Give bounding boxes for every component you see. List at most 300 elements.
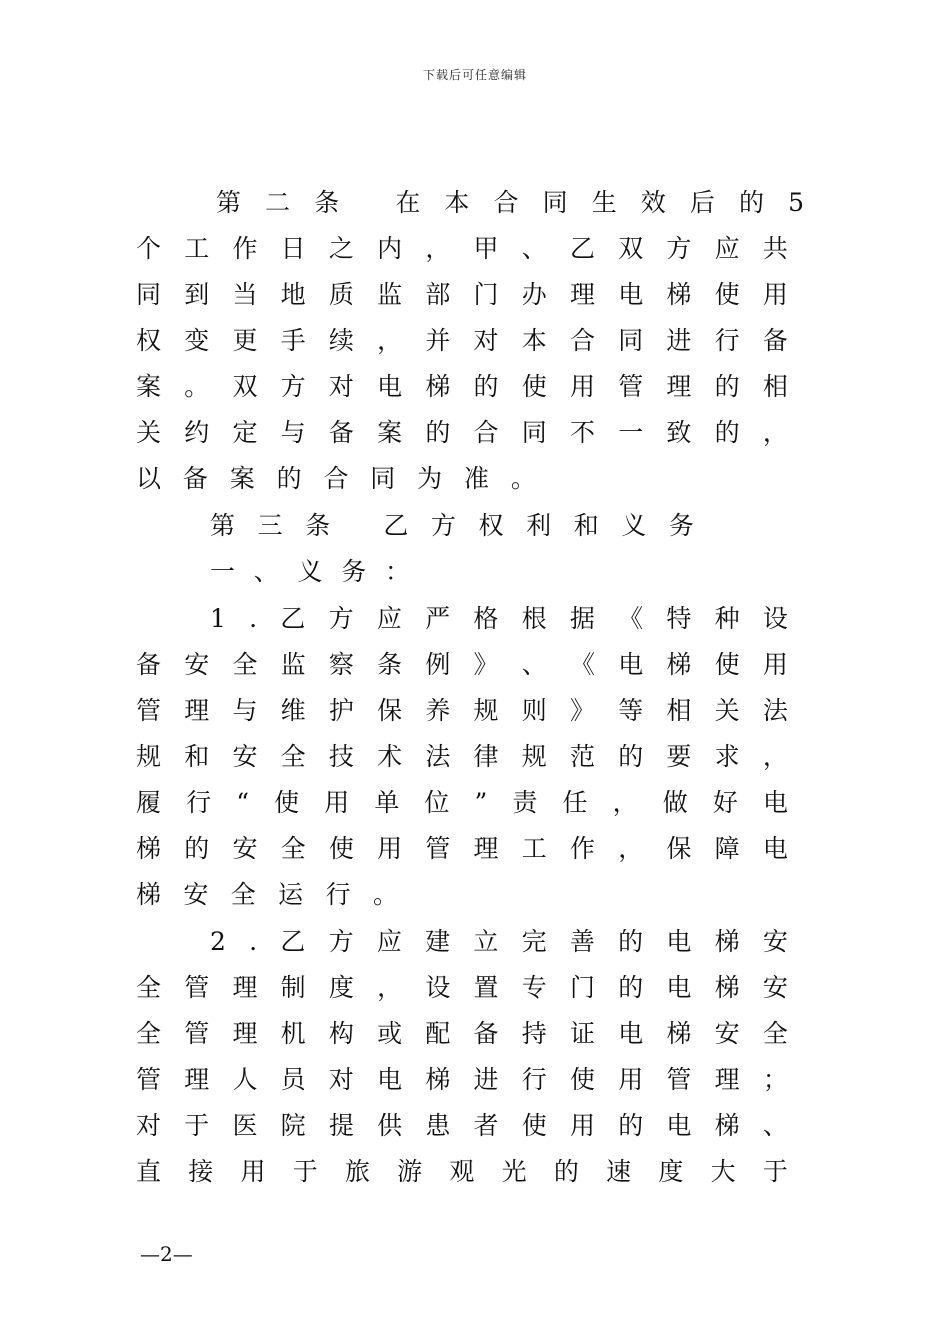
glyph: 一 [210, 557, 236, 586]
glyph: 备 [328, 418, 354, 447]
glyph: 做 [662, 788, 688, 817]
glyph: 全 [136, 973, 162, 1002]
glyph: 方 [328, 604, 354, 633]
glyph: 与 [280, 418, 306, 447]
glyph: 则 [521, 696, 547, 725]
glyph: 、 [521, 234, 547, 263]
document-line [136, 1057, 788, 1103]
glyph: 电 [618, 1019, 644, 1048]
glyph: 案 [377, 418, 403, 447]
glyph: 备 [473, 1019, 499, 1048]
glyph: 构 [328, 1019, 354, 1048]
glyph: 条 [314, 188, 340, 217]
glyph: 技 [328, 742, 354, 771]
glyph: 度 [658, 1157, 684, 1186]
glyph: 安 [184, 650, 210, 679]
glyph: 设 [762, 604, 788, 633]
glyph: 日 [280, 234, 306, 263]
glyph: 对 [136, 1111, 162, 1140]
glyph: 理 [184, 1065, 210, 1094]
glyph: 善 [569, 927, 595, 956]
glyph: 律 [473, 742, 499, 771]
glyph: 保 [666, 834, 692, 863]
glyph: 机 [280, 1019, 306, 1048]
glyph: 的 [184, 834, 210, 863]
glyph: 理 [569, 280, 595, 309]
glyph: 梯 [136, 834, 162, 863]
glyph: 务 [341, 557, 367, 586]
glyph: 梯 [425, 372, 451, 401]
document-line [210, 503, 694, 549]
glyph: 直 [136, 1157, 162, 1186]
glyph: 管 [136, 1065, 162, 1094]
glyph: 管 [618, 372, 644, 401]
glyph: . [249, 927, 258, 956]
glyph: “ [236, 788, 249, 817]
glyph: 变 [184, 326, 210, 355]
glyph: 备 [182, 464, 208, 493]
glyph: 相 [666, 696, 692, 725]
glyph: ， [377, 973, 403, 1002]
glyph: 条 [305, 511, 331, 540]
glyph: 电 [618, 280, 644, 309]
glyph: 严 [425, 604, 451, 633]
glyph: 的 [425, 418, 451, 447]
glyph: 行 [714, 326, 740, 355]
glyph: 同 [136, 280, 162, 309]
glyph: 双 [618, 234, 644, 263]
glyph: 梯 [714, 1111, 740, 1140]
glyph: 使 [569, 1065, 595, 1094]
glyph: 电 [666, 1111, 692, 1140]
page-number: —2— [140, 1242, 193, 1266]
glyph: 行 [325, 880, 351, 909]
glyph: 甲 [473, 234, 499, 263]
document-line [136, 410, 788, 456]
glyph: 乙 [569, 234, 595, 263]
glyph: 设 [425, 973, 451, 1002]
glyph: 的 [618, 1111, 644, 1140]
glyph: 办 [521, 280, 547, 309]
glyph: 三 [257, 511, 283, 540]
glyph: 在 [395, 188, 421, 217]
glyph: 运 [278, 880, 304, 909]
glyph: 的 [553, 1157, 579, 1186]
glyph: 使 [714, 650, 740, 679]
glyph: 方 [666, 234, 692, 263]
document-line [216, 180, 804, 226]
glyph: 用 [618, 1065, 644, 1094]
glyph: 》 [569, 696, 595, 725]
glyph: 规 [136, 742, 162, 771]
glyph: 之 [328, 234, 354, 263]
glyph [353, 503, 361, 549]
document-line [210, 919, 788, 965]
glyph: 定 [232, 418, 258, 447]
header-note: 下载后可任意编辑 [422, 68, 527, 82]
glyph: 管 [184, 1019, 210, 1048]
glyph: 等 [618, 696, 644, 725]
glyph: 立 [473, 927, 499, 956]
glyph: 维 [280, 696, 306, 725]
glyph: 对 [473, 326, 499, 355]
glyph: 用 [377, 834, 403, 863]
glyph: 接 [188, 1157, 214, 1186]
glyph: 与 [232, 696, 258, 725]
glyph: 要 [666, 742, 692, 771]
glyph: 权 [478, 511, 504, 540]
glyph: 置 [473, 973, 499, 1002]
glyph: 电 [377, 1065, 403, 1094]
glyph: 的 [618, 742, 644, 771]
glyph: 法 [762, 696, 788, 725]
glyph: 用 [569, 1111, 595, 1140]
glyph: 责 [512, 788, 538, 817]
glyph: 专 [521, 973, 547, 1002]
glyph: 梯 [666, 280, 692, 309]
glyph: 养 [425, 696, 451, 725]
glyph: 理 [714, 1065, 740, 1094]
glyph: 作 [232, 234, 258, 263]
glyph: 种 [714, 604, 740, 633]
glyph: 证 [569, 1019, 595, 1048]
glyph: 法 [425, 742, 451, 771]
glyph: 准 [464, 464, 490, 493]
glyph: 备 [136, 650, 162, 679]
glyph: 同 [618, 326, 644, 355]
glyph: 质 [328, 280, 354, 309]
glyph: ” [474, 788, 488, 817]
glyph: 观 [449, 1157, 475, 1186]
glyph: 《 [618, 604, 644, 633]
glyph: 安 [183, 880, 209, 909]
glyph: 方 [430, 511, 456, 540]
document-line [136, 1103, 788, 1149]
glyph: 理 [184, 696, 210, 725]
glyph: 合 [569, 326, 595, 355]
glyph: 规 [473, 696, 499, 725]
document-line [136, 272, 788, 318]
glyph: 监 [377, 280, 403, 309]
glyph: 权 [136, 326, 162, 355]
document-line [136, 872, 398, 918]
glyph: 工 [184, 234, 210, 263]
glyph: 用 [762, 280, 788, 309]
glyph: 用 [324, 788, 350, 817]
document-line [136, 965, 788, 1011]
document-line [136, 1149, 788, 1195]
glyph: 电 [618, 650, 644, 679]
glyph: 梯 [714, 927, 740, 956]
glyph: 义 [621, 511, 647, 540]
glyph: 于 [184, 1111, 210, 1140]
glyph: 、 [521, 650, 547, 679]
glyph: 应 [376, 927, 402, 956]
glyph: 医 [232, 1111, 258, 1140]
glyph: 个 [136, 234, 162, 263]
glyph: 的 [714, 372, 740, 401]
glyph: 1 [210, 604, 226, 633]
glyph: 管 [666, 1065, 692, 1094]
glyph: 任 [562, 788, 588, 817]
glyph: 梯 [714, 973, 740, 1002]
glyph: 作 [569, 834, 595, 863]
glyph: 本 [521, 326, 547, 355]
glyph: 乙 [280, 927, 306, 956]
glyph: 的 [714, 418, 740, 447]
glyph: 完 [521, 927, 547, 956]
glyph: 工 [521, 834, 547, 863]
glyph: 一 [618, 418, 644, 447]
glyph: 患 [425, 1111, 451, 1140]
glyph [363, 180, 371, 226]
glyph: 续 [328, 326, 354, 355]
glyph: 使 [274, 788, 300, 817]
document-line [210, 549, 410, 595]
glyph: 保 [377, 696, 403, 725]
glyph: 安 [762, 973, 788, 1002]
glyph: 或 [377, 1019, 403, 1048]
glyph: 电 [762, 788, 788, 817]
glyph: 。 [184, 372, 210, 401]
document-line [136, 364, 788, 410]
glyph: 者 [473, 1111, 499, 1140]
glyph: ， [377, 326, 403, 355]
glyph: 到 [184, 280, 210, 309]
glyph: 部 [425, 280, 451, 309]
glyph: 建 [425, 927, 451, 956]
glyph: 特 [666, 604, 692, 633]
glyph: 制 [280, 973, 306, 1002]
glyph: 于 [762, 1157, 788, 1186]
glyph: 共 [762, 234, 788, 263]
glyph: 致 [666, 418, 692, 447]
glyph: 的 [738, 188, 764, 217]
document-line [136, 734, 788, 780]
glyph: 大 [710, 1157, 736, 1186]
glyph: 速 [606, 1157, 632, 1186]
glyph: 管 [136, 696, 162, 725]
glyph: 护 [328, 696, 354, 725]
glyph: 持 [521, 1019, 547, 1048]
glyph: ； [762, 1065, 788, 1094]
document-line [136, 456, 536, 502]
glyph: 第 [210, 511, 236, 540]
glyph: 梯 [666, 1019, 692, 1048]
glyph: 察 [328, 650, 354, 679]
glyph: 理 [473, 834, 499, 863]
document-line [136, 780, 788, 826]
glyph: ， [762, 418, 788, 447]
glyph: 安 [232, 742, 258, 771]
glyph: 监 [280, 650, 306, 679]
glyph: 使 [521, 372, 547, 401]
glyph: 内 [377, 234, 403, 263]
glyph: 第 [216, 188, 242, 217]
glyph: 据 [569, 604, 595, 633]
glyph: 、 [253, 557, 279, 586]
glyph: 同 [521, 418, 547, 447]
glyph: 人 [232, 1065, 258, 1094]
glyph: 障 [714, 834, 740, 863]
glyph: 效 [640, 188, 666, 217]
glyph: 条 [377, 650, 403, 679]
glyph: 梯 [425, 1065, 451, 1094]
glyph: 义 [297, 557, 323, 586]
document-line [136, 642, 788, 688]
glyph: . [249, 604, 258, 633]
glyph: 的 [618, 973, 644, 1002]
glyph: 务 [668, 511, 694, 540]
glyph: ， [425, 234, 451, 263]
glyph: 门 [569, 973, 595, 1002]
glyph: 约 [184, 418, 210, 447]
glyph: 全 [136, 1019, 162, 1048]
glyph: ， [762, 742, 788, 771]
glyph: 配 [425, 1019, 451, 1048]
glyph: 乙 [280, 604, 306, 633]
glyph: 使 [714, 280, 740, 309]
glyph: 2 [210, 927, 226, 956]
glyph: ， [618, 834, 644, 863]
glyph: 梯 [136, 880, 162, 909]
glyph: 对 [328, 1065, 354, 1094]
document-line [136, 226, 788, 272]
document-line [136, 826, 788, 872]
glyph: 光 [501, 1157, 527, 1186]
glyph: 度 [328, 973, 354, 1002]
glyph: 行 [186, 788, 212, 817]
glyph: 行 [521, 1065, 547, 1094]
glyph: 本 [444, 188, 470, 217]
glyph: 进 [666, 326, 692, 355]
glyph: 用 [240, 1157, 266, 1186]
glyph: 求 [714, 742, 740, 771]
glyph: 管 [184, 973, 210, 1002]
glyph: 以 [136, 464, 162, 493]
glyph: 电 [666, 927, 692, 956]
glyph: 方 [280, 372, 306, 401]
glyph: 员 [280, 1065, 306, 1094]
glyph: 门 [473, 280, 499, 309]
glyph: 乙 [383, 511, 409, 540]
glyph: 。 [372, 880, 398, 909]
glyph: ， [612, 788, 638, 817]
glyph: 和 [184, 742, 210, 771]
glyph: 5 [788, 188, 804, 217]
glyph: 使 [328, 834, 354, 863]
glyph: 供 [377, 1111, 403, 1140]
glyph: 、 [762, 1111, 788, 1140]
glyph: 合 [493, 188, 519, 217]
glyph: 二 [265, 188, 291, 217]
glyph: 电 [762, 834, 788, 863]
glyph: 格 [473, 604, 499, 633]
glyph: 全 [280, 834, 306, 863]
glyph: 相 [762, 372, 788, 401]
glyph: 根 [521, 604, 547, 633]
glyph: 不 [569, 418, 595, 447]
document-line [136, 688, 788, 734]
glyph: 好 [712, 788, 738, 817]
glyph: 规 [521, 742, 547, 771]
glyph: 应 [714, 234, 740, 263]
glyph: 方 [328, 927, 354, 956]
document-line [136, 318, 788, 364]
glyph: 对 [328, 372, 354, 401]
glyph: 安 [232, 834, 258, 863]
glyph: 的 [473, 372, 499, 401]
glyph: 术 [377, 742, 403, 771]
glyph: 使 [521, 1111, 547, 1140]
glyph: 单 [374, 788, 400, 817]
glyph: 的 [276, 464, 302, 493]
glyph: 和 [573, 511, 599, 540]
glyph: 进 [473, 1065, 499, 1094]
glyph: 为 [417, 464, 443, 493]
glyph: 并 [425, 326, 451, 355]
glyph: 双 [232, 372, 258, 401]
glyph: 地 [280, 280, 306, 309]
glyph: 合 [473, 418, 499, 447]
glyph: 电 [377, 372, 403, 401]
glyph: 理 [232, 1019, 258, 1048]
glyph: 于 [292, 1157, 318, 1186]
glyph: ： [384, 557, 410, 586]
glyph: 电 [666, 973, 692, 1002]
glyph: 全 [232, 650, 258, 679]
glyph: 同 [542, 188, 568, 217]
glyph: 例 [425, 650, 451, 679]
glyph: 用 [762, 650, 788, 679]
glyph: 当 [232, 280, 258, 309]
glyph: 利 [526, 511, 552, 540]
glyph: 安 [714, 1019, 740, 1048]
glyph: 更 [232, 326, 258, 355]
glyph: 后 [689, 188, 715, 217]
glyph: 生 [591, 188, 617, 217]
glyph: 理 [666, 372, 692, 401]
glyph: 案 [136, 372, 162, 401]
glyph: 全 [230, 880, 256, 909]
document-line [210, 596, 788, 642]
glyph: 范 [569, 742, 595, 771]
glyph: 位 [424, 788, 450, 817]
glyph: 案 [229, 464, 255, 493]
glyph: 梯 [666, 650, 692, 679]
glyph: 的 [618, 927, 644, 956]
glyph: 全 [280, 742, 306, 771]
glyph: 。 [510, 464, 536, 493]
document-line [136, 1011, 788, 1057]
glyph: 安 [762, 927, 788, 956]
glyph: 关 [136, 418, 162, 447]
glyph: 院 [280, 1111, 306, 1140]
glyph: 合 [323, 464, 349, 493]
glyph: 关 [714, 696, 740, 725]
glyph: 同 [370, 464, 396, 493]
glyph: 手 [280, 326, 306, 355]
glyph: 旅 [344, 1157, 370, 1186]
glyph: 全 [762, 1019, 788, 1048]
glyph: 提 [328, 1111, 354, 1140]
glyph: 用 [569, 372, 595, 401]
glyph: 》 [473, 650, 499, 679]
glyph: 游 [397, 1157, 423, 1186]
glyph: 理 [232, 973, 258, 1002]
glyph: 备 [762, 326, 788, 355]
glyph: 《 [569, 650, 595, 679]
